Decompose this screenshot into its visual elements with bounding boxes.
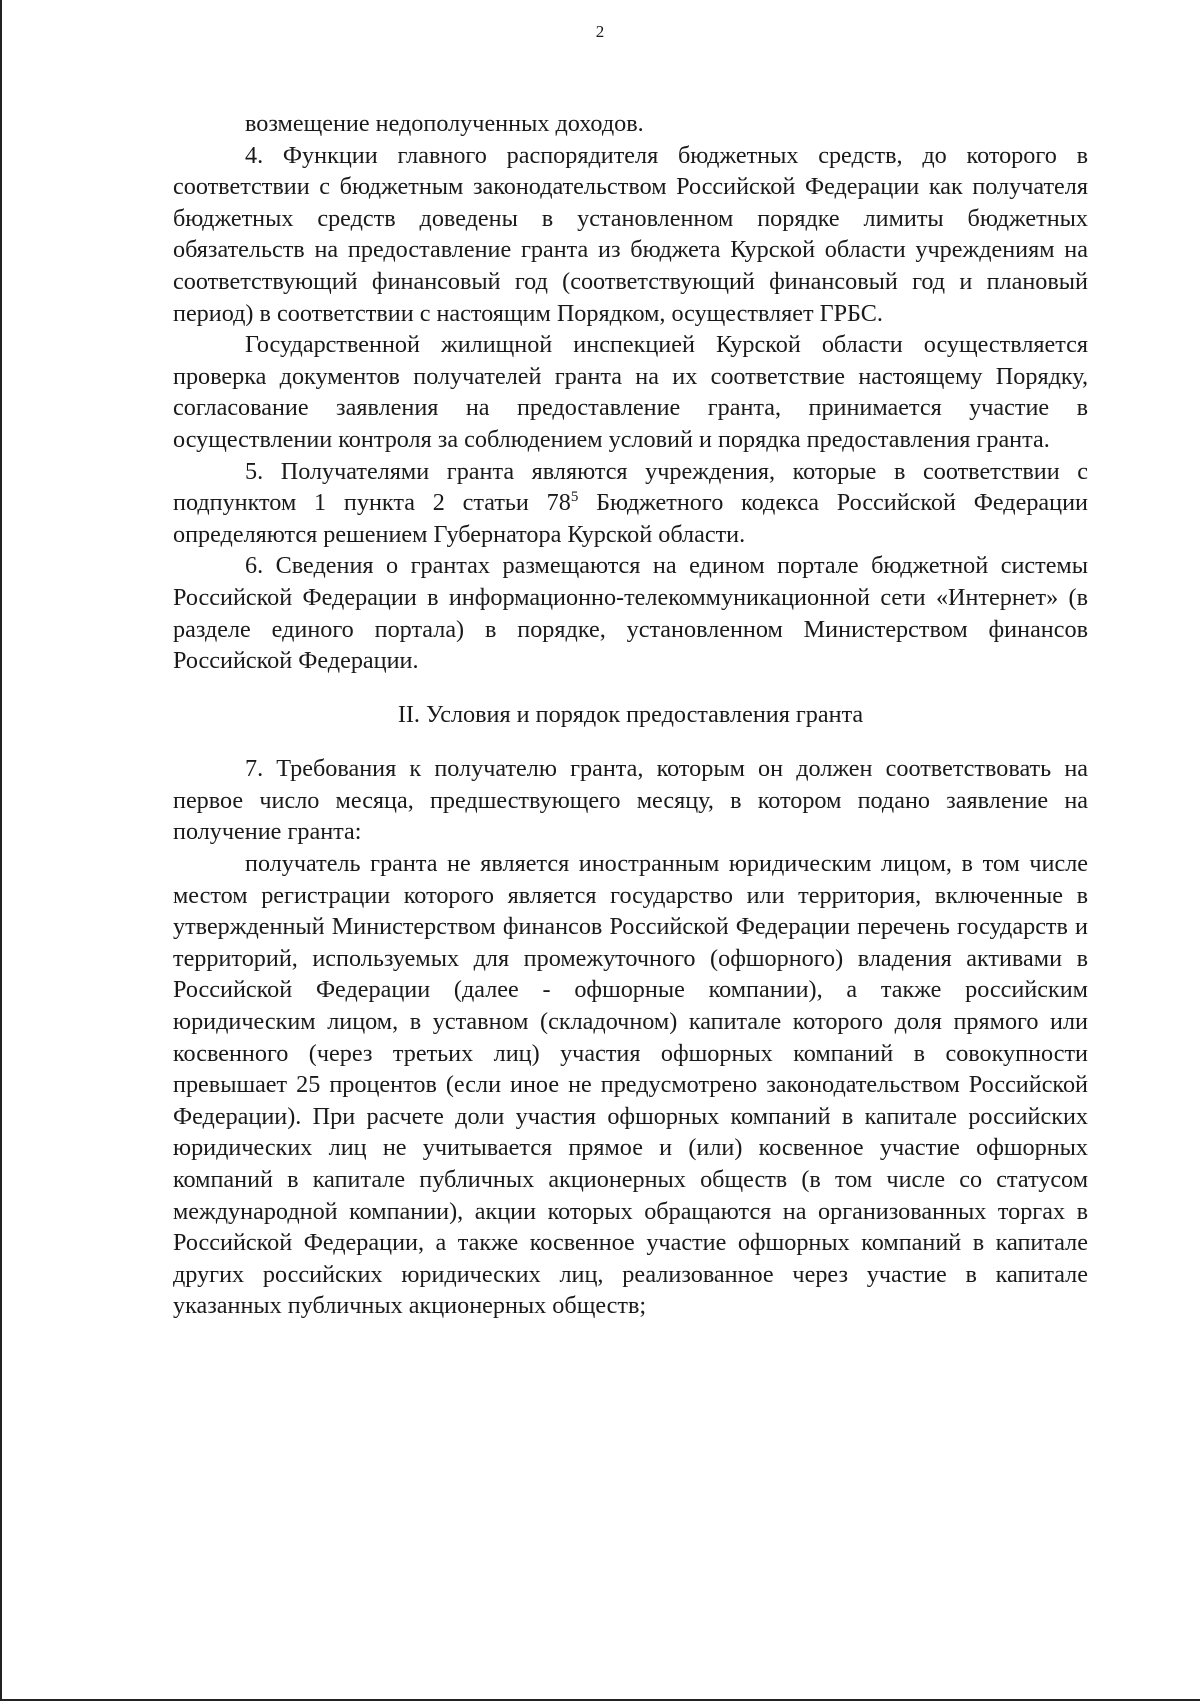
section-heading: II. Условия и порядок предоставления гранта bbox=[397, 700, 864, 728]
article-superscript: 5 bbox=[570, 489, 579, 506]
paragraph-7: 7. Требования к получателю гранта, которым он должен соответствовать на первое число месяца, предшествующего месяцу, в котором подано заявление на получение гранта: bbox=[173, 755, 1088, 846]
paragraph-6: 6. Сведения о грантах размещаются на едином портале бюджетной системы Российской Федерации в информационно-телекоммуникационной сети «Интернет» (в разделе единого портала) в порядке, установленном Министерством финансов Российской Федерации. bbox=[173, 552, 1088, 675]
paragraph-5-text-start: 5. Получателями гранта являются учреждения, которые в соответствии с подпунктом 1 пункта 2 статьи 78 bbox=[173, 457, 1088, 517]
paragraph-continuation: возмещение недополученных доходов. bbox=[245, 110, 644, 137]
page-number: 2 bbox=[595, 22, 605, 41]
paragraph-5-text-end: Бюджетного кодекса Российской Федерации определяются решением Губернатора Курской области. bbox=[173, 489, 1088, 548]
paragraph-4: 4. Функции главного распорядителя бюджетных средств, до которого в соответствии с бюджетным законодательством Российской Федерации как получателя бюджетных средств доведены в установленном порядке лимиты бюджетных обязательств на предоставление гранта из бюджета Курской области учреждениям на соответствующий финансовый год (соответствующий финансовый год и плановый период) в соответствии с настоящим Порядком, осуществляет ГРБС. bbox=[173, 141, 1088, 327]
document-body bbox=[173, 108, 1088, 1322]
paragraph-4-inspection: Государственной жилищной инспекцией Курской области осуществляется проверка документов получателей гранта на их соответствие настоящему Порядку, согласование заявления на предоставление гранта, принимается участие в осуществлении контроля за соблюдением условий и порядка предоставления гранта. bbox=[173, 331, 1088, 453]
paragraph-7-requirement: получатель гранта не является иностранным юридическим лицом, в том числе местом регистрации которого является государство или территория, включенные в утвержденный Министерством финансов Российской Федерации перечень государств и территорий, используемых для промежуточного (офшорного) владения активами в Российской Федерации (далее - офшорные компании), а также российским юридическим лицом, в уставном (складочном) капитале которого доля прямого или косвенного (через третьих лиц) участия офшорных компаний в совокупности превышает 25 процентов (если иное не предусмотрено законодательством Российской Федерации). При расчете доли участия офшорных компаний в капитале российских юридических лиц не учитывается прямое и (или) косвенное участие офшорных компаний в капитале публичных акционерных обществ (в том числе со статусом международной компании), акции которых обращаются на организованных торгах в Российской Федерации, а также косвенное участие офшорных компаний в капитале других российских юридических лиц, реализованное через участие в капитале указанных публичных акционерных обществ; bbox=[173, 850, 1088, 1320]
scan-edge-left bbox=[0, 0, 2, 1701]
paragraph-5 bbox=[173, 456, 1088, 551]
